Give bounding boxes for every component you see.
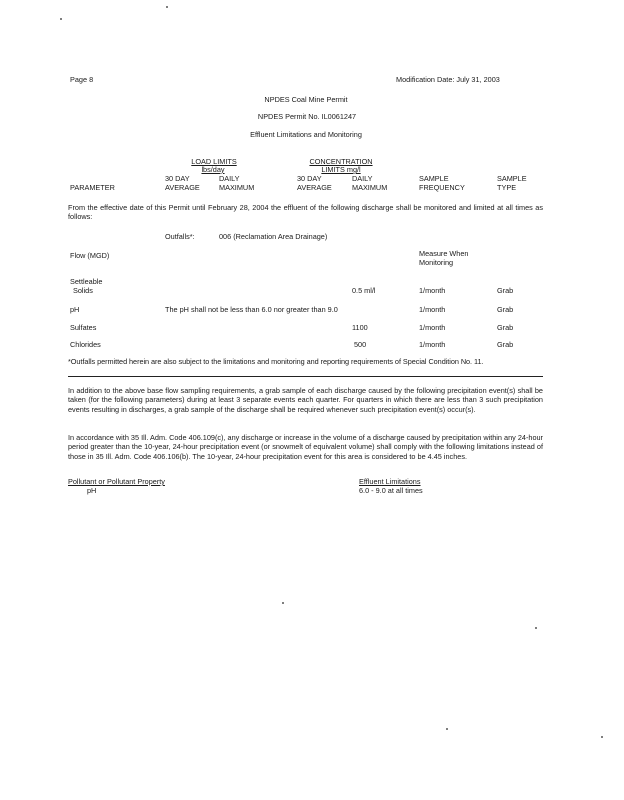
pollutant-heading: Pollutant or Pollutant Property xyxy=(68,477,165,486)
outfall-label: Outfalls*: xyxy=(165,232,195,241)
conc-30day-heading: 30 DAY xyxy=(297,174,322,183)
scan-speck xyxy=(166,6,168,8)
scan-speck xyxy=(601,736,603,738)
parameter-heading: PARAMETER xyxy=(70,183,115,192)
load-30day-average: AVERAGE xyxy=(165,183,200,192)
sample-frequency-label: FREQUENCY xyxy=(419,183,465,192)
scan-speck xyxy=(535,627,537,629)
sulfates-frequency: 1/month xyxy=(419,323,446,332)
effluent-limitations-value: 6.0 - 9.0 at all times xyxy=(359,486,423,495)
solids-parameter-line1: Settleable xyxy=(70,277,103,286)
sulfates-parameter: Sulfates xyxy=(70,323,97,332)
scan-speck xyxy=(60,18,62,20)
sample-frequency-heading: SAMPLE xyxy=(419,174,449,183)
load-30day-heading: 30 DAY xyxy=(165,174,190,183)
solids-parameter-line2: Solids xyxy=(73,286,93,295)
conc-30day-average: AVERAGE xyxy=(297,183,332,192)
solids-frequency: 1/month xyxy=(419,286,446,295)
conc-daily-maximum: MAXIMUM xyxy=(352,183,388,192)
chlorides-daily-max: 500 xyxy=(354,340,367,349)
load-daily-heading: DAILY xyxy=(219,174,240,183)
solids-type: Grab xyxy=(497,286,514,295)
ph-type: Grab xyxy=(497,305,514,314)
precipitation-sampling-paragraph: In addition to the above base flow sampling requirements, a grab sample of each discharge caused by the following precipitation event(s) shall be taken (for the following parameters) during at least 3 separate events each quarter. For quarters in which there are less than 3 such precipitation events resulting in discharges, a grab sample of the discharge shall be required whenever such precipitation event(s) occur(s). xyxy=(68,386,543,414)
sulfates-type: Grab xyxy=(497,323,514,332)
load-limits-heading: LOAD LIMITS xyxy=(191,157,237,166)
scan-speck xyxy=(282,602,284,604)
solids-daily-max: 0.5 ml/l xyxy=(352,286,376,295)
page-number: Page 8 xyxy=(70,75,94,84)
permit-type-title: NPDES Coal Mine Permit xyxy=(264,95,348,104)
chlorides-parameter: Chlorides xyxy=(70,340,101,349)
section-title: Effluent Limitations and Monitoring xyxy=(250,130,362,139)
scan-speck xyxy=(446,728,448,730)
section-divider xyxy=(68,376,543,377)
chlorides-frequency: 1/month xyxy=(419,340,446,349)
precipitation-limits-paragraph: In accordance with 35 Ill. Adm. Code 406.109(c), any discharge or increase in the volume of a discharge caused by precipitation within any 24-hour period greater than the 10-year, 24-hour precipitation event (or snowmelt of equivalent volume) shall comply with the following limitations instead of those in 35 Ill. Adm. Code 406.106(b). The 10-year, 24-hour precipitation event for this area is considered to be 4.45 inches. xyxy=(68,433,543,461)
ph-parameter: pH xyxy=(70,305,80,314)
sample-type-heading: SAMPLE xyxy=(497,174,527,183)
effluent-limitations-heading: Effluent Limitations xyxy=(359,477,421,486)
ph-frequency: 1/month xyxy=(419,305,446,314)
sample-type-label: TYPE xyxy=(497,183,517,192)
concentration-heading: CONCENTRATION xyxy=(309,157,373,166)
permit-number-title: NPDES Permit No. IL0061247 xyxy=(257,112,357,121)
ph-limit-note: The pH shall not be less than 6.0 nor greater than 9.0 xyxy=(165,305,338,314)
modification-date: Modification Date: July 31, 2003 xyxy=(396,75,500,84)
flow-frequency-line1: Measure When xyxy=(419,249,469,258)
load-limits-units: lbs/day xyxy=(201,165,225,174)
flow-parameter: Flow (MGD) xyxy=(70,251,110,260)
conc-daily-heading: DAILY xyxy=(352,174,373,183)
load-daily-maximum: MAXIMUM xyxy=(219,183,255,192)
intro-paragraph: From the effective date of this Permit until February 28, 2004 the effluent of the following discharge shall be monitored and limited at all times as follows: xyxy=(68,203,543,222)
chlorides-type: Grab xyxy=(497,340,514,349)
concentration-units: LIMITS mg/l xyxy=(321,165,361,174)
outfall-value: 006 (Reclamation Area Drainage) xyxy=(219,232,328,241)
flow-frequency-line2: Monitoring xyxy=(419,258,454,267)
sulfates-daily-max: 1100 xyxy=(352,323,368,332)
pollutant-value: pH xyxy=(87,486,97,495)
outfall-footnote: *Outfalls permitted herein are also subject to the limitations and monitoring and reporting requirements of Special Condition No. 11. xyxy=(68,357,484,366)
